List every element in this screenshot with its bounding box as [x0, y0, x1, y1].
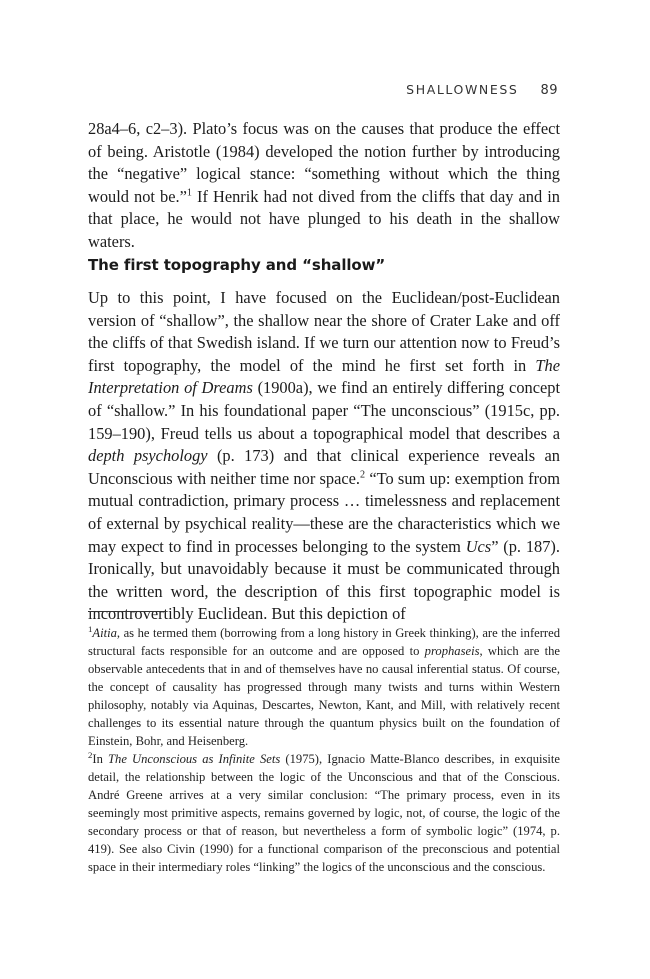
footnotes — [88, 624, 560, 876]
running-head — [406, 82, 558, 98]
running-title: SHALLOWNESS — [406, 82, 519, 97]
para2-italic-ucs: Ucs — [465, 536, 492, 556]
footnote-2-text-0: In — [92, 752, 109, 766]
footnote-ref-1[interactable]: 1 — [186, 187, 192, 199]
para2-text-5: ” (p. 187). Ironically, but unavoidably because it must be communicated through the written word, the description of this first topographic model is incontrovertibly Euclidean. But this depiction of — [88, 536, 560, 624]
page-number: 89 — [540, 83, 558, 98]
footnote-rule — [88, 611, 166, 612]
footnote-2-text-1: (1975), Ignacio Matte-Blanco describes, in exquisite detail, the relationship between the logic of the Unconscious and that of the Conscious. André Greene arrives at a very similar conclusion: “The primary process, even in its seemingly most primitive aspects, remains governed by logic, not, of course, the logic of the secondary process or that of reason, but nevertheless a form of symbolic logic” (1974, p. 419). See also Civin (1990) for a functional comparison of the preconscious and potential space in their intermediary roles “linking” the logics of the unconscious and the conscious. — [88, 752, 560, 874]
para2-italic-title: The Interpretation of Dreams — [88, 355, 560, 398]
para1-text-b: If Henrik had not dived from the cliffs that day and in that place, he would not have plunged to his death in the shallow waters. — [88, 186, 560, 251]
body-paragraph-2 — [88, 287, 560, 626]
footnote-1-text-1: , as he termed them (borrowing from a long history in Greek thinking), are the inferred structural facts responsible for an outcome and are opposed to — [88, 626, 560, 658]
footnote-2-number: 2 — [88, 749, 93, 760]
footnote-2 — [88, 750, 560, 876]
para2-text-4: “To sum up: exemption from mutual contradiction, primary process … timelessness and replacement of external by psychical reality—these are the characteristics which we may expect to find in processes belonging to the system — [88, 468, 560, 556]
footnote-1-italic-prophaseis: prophaseis — [424, 644, 480, 658]
footnote-1-text-2: , which are the observable antecedents that in and of themselves have no causal inferential status. Of course, the concept of causality has progressed through many twists and turns within Western philosophy, notably via Aquinas, Descartes, Newton, Kant, and Mill, with relatively recent challenges to its essential nature through the quantum physics built on the foundation of Einstein, Bohr, and Heisenberg. — [88, 644, 560, 748]
section-heading: The first topography and “shallow” — [88, 256, 386, 274]
para1-text-a: 28a4–6, c2–3). Plato’s focus was on the causes that produce the effect of being. Aristotle (1984) developed the notion further by introducing the “negative” logical stance: “something without which the thing would not be.” — [88, 119, 560, 206]
para2-text-2: (1900a), we find an entirely differing concept of “shallow.” In his foundational paper “The unconscious” (1915c, pp. 159–190), Freud tells us about a topographical model that describes a — [88, 378, 561, 443]
footnote-1 — [88, 624, 560, 750]
body-paragraph-1 — [88, 118, 560, 254]
footnote-2-italic-title: The Unconscious as Infinite Sets — [108, 752, 281, 766]
para2-text-3: (p. 173) and that clinical experience reveals an Unconscious with neither time nor space. — [88, 446, 560, 488]
para2-italic-term: depth psychology — [88, 446, 208, 466]
footnote-1-number: 1 — [88, 623, 93, 634]
footnote-ref-2[interactable]: 2 — [360, 469, 366, 481]
para2-text-1: Up to this point, I have focused on the Euclidean/post-Euclidean version of “shallow”, the shallow near the shore of Crater Lake and off the cliffs of that Swedish island. If we turn our attention now to Freud’s first topography, the model of the mind he first set forth in — [88, 288, 560, 375]
footnote-1-italic-aitia: Aitia — [92, 626, 117, 640]
